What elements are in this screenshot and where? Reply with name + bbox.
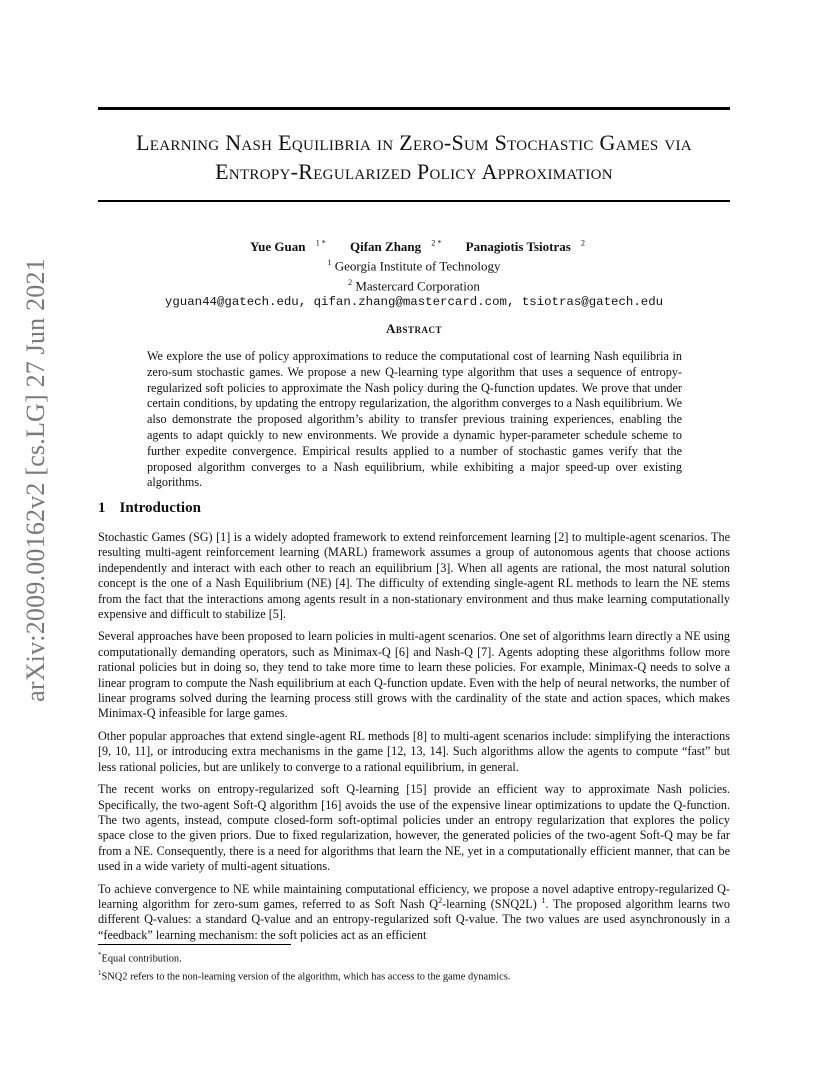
author-marks: 2 * [431, 239, 442, 248]
paper-title: Learning Nash Equilibria in Zero-Sum Stochastic Games via Entropy-Regularized Policy Approximation [136, 130, 692, 184]
affiliation [98, 255, 730, 274]
footnote [98, 966, 730, 984]
affiliation-mark: 2 [348, 277, 353, 287]
paragraph: The recent works on entropy-regularized soft Q-learning [15] provide an efficient way to approximate Nash policies. Specifically, the two-agent Soft-Q algorithm [16] avoids the use of the expensive linear optimizations to update the Q-function. The two agents, instead, compute closed-form soft-optimal policies under an entropy regularization that explores the policy space close to the given priors. Due to fixed regularization, however, the generated policies of the two-agent Soft-Q may be far from a NE. Consequently, there is a need for algorithms that learn the NE, yet in a computationally efficient manner, that can be used in a wide variety of multi-agent situations. [98, 782, 730, 874]
author [459, 239, 585, 254]
section-number: 1 [98, 500, 106, 516]
author-name: Panagiotis Tsiotras [465, 239, 571, 255]
footnote-text: Equal contribution. [101, 953, 182, 965]
arxiv-stamp: arXiv:2009.00162v2 [cs.LG] 27 Jun 2021 [21, 258, 50, 702]
paragraph-text: . The proposed algorithm learns two different Q-values: a standard Q-value and an entropy-regularized soft Q-value. The two values are used asynchronously in a “feedback” learning mechanism: the soft policies act as an efficient [98, 896, 731, 942]
author [243, 239, 326, 254]
author [343, 239, 441, 254]
affiliation-mark: 1 [327, 258, 332, 268]
author-marks: 2 [581, 239, 586, 248]
author-block [98, 236, 730, 310]
abstract-heading: Abstract [386, 321, 442, 336]
abstract-text: We explore the use of policy approximations to reduce the computational cost of learning Nash equilibria in zero-sum stochastic games. We propose a new Q-learning type algorithm that uses a sequence of entropy-regularized soft policies to approximate the Nash policy during the Q-function updates. We prove that under certain conditions, by updating the entropy regularization, the algorithm converges to a Nash equilibrium. We also demonstrate the proposed algorithm’s ability to transfer previous training experiences, enabling the agents to adapt quickly to new environments. We provide a dynamic hyper-parameter schedule scheme to further expedite convergence. Empirical results applied to a number of stochastic games verify that the proposed algorithm converges to a Nash equilibrium, while exhibiting a major speed-up over existing algorithms. [147, 349, 682, 490]
author-names [98, 236, 730, 255]
footnote-ref[interactable]: 1 [541, 895, 546, 905]
author-emails[interactable]: yguan44@gatech.edu, qifan.zhang@mastercard.com, tsiotras@gatech.edu [164, 294, 664, 309]
author-name: Yue Guan [249, 239, 306, 255]
paragraph [98, 882, 730, 944]
section-title: Introduction [119, 500, 201, 516]
paragraph-text: -learning (SNQ2L) [442, 896, 537, 911]
footnote-mark: 1 [98, 969, 102, 978]
paragraph: Stochastic Games (SG) [1] is a widely adopted framework to extend reinforcement learning [2] to multiple-agent scenarios. The resulting multi-agent reinforcement learning (MARL) framework assumes a group of autonomous agents that choose actions independently and interact with each other to reach an equilibrium [3]. When all agents are rational, the most natural solution concept is the one of a Nash Equilibrium (NE) [4]. The difficulty of extending single-agent RL methods to learn the NE stems from the fact that the interactions among agents result in a non-stationary environment and thus make learning computationally expensive and difficult to stabilize [5]. [98, 530, 730, 622]
footnote [98, 948, 730, 966]
footnote-text: SNQ2 refers to the non-learning version of the algorithm, which has access to the game dynamics. [101, 971, 511, 983]
affiliation [98, 275, 730, 294]
footnote-mark: * [98, 951, 102, 959]
affiliation-text: Georgia Institute of Technology [334, 258, 501, 274]
footnotes [98, 948, 730, 985]
title-bottom-rule [98, 200, 730, 202]
body-text [98, 530, 730, 950]
footnote-rule [98, 944, 291, 945]
section-heading [98, 500, 201, 517]
paragraph: Several approaches have been proposed to learn policies in multi-agent scenarios. One set of algorithms learn directly a NE using computationally demanding operators, such as Minimax-Q [6] and Nash-Q [7]. Agents adopting these algorithms follow more rational policies but in doing so, they tend to take more time to learn these policies. For example, Minimax-Q needs to solve a linear program to compute the Nash equilibrium at each Q-function update. Even with the help of neural networks, the number of linear programs solved during the learning process still grows with the cardinality of the state and action spaces, which makes Minimax-Q infeasible for large games. [98, 629, 730, 721]
affiliation-text: Mastercard Corporation [355, 277, 480, 293]
paragraph: Other popular approaches that extend single-agent RL methods [8] to multi-agent scenarios include: simplifying the interactions [9, 10, 11], or introducing extra mechanisms in the game [12, 13, 14]. Such algorithms allow the agents to compute “fast” but less rational policies, but are unlikely to converge to a rational equilibrium, in general. [98, 728, 730, 774]
title-top-rule [98, 107, 730, 110]
author-marks: 1 * [315, 239, 326, 248]
author-name: Qifan Zhang [350, 239, 422, 255]
paragraph-text: To achieve convergence to NE while maintaining computational efficiency, we propose a novel adaptive entropy-regularized Q-learning algorithm for zero-sum games, referred to as Soft Nash Q [98, 881, 730, 911]
superscript: 2 [438, 895, 443, 905]
